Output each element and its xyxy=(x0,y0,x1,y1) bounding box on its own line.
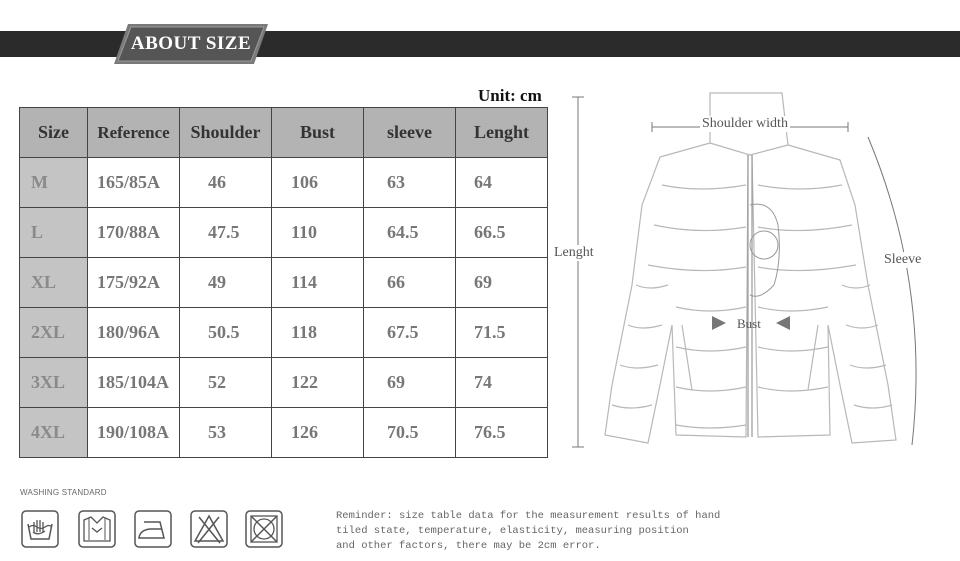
cell-length: 64 xyxy=(456,158,548,208)
cell-shoulder: 50.5 xyxy=(180,308,272,358)
cell-size: 3XL xyxy=(20,358,88,408)
table-row xyxy=(20,358,548,408)
header-size: Size xyxy=(20,108,88,158)
table-row xyxy=(20,258,548,308)
cell-reference: 165/85A xyxy=(88,158,180,208)
header-length: Lenght xyxy=(456,108,548,158)
reminder-text: Reminder: size table data for the measurement results of hand tiled state, temperature, elasticity, measuring position and other factors, there may be 2cm error. xyxy=(336,510,721,552)
hand-wash-icon xyxy=(21,510,59,548)
cell-shoulder: 52 xyxy=(180,358,272,408)
cell-sleeve: 67.5 xyxy=(364,308,456,358)
jacket-measurement-diagram xyxy=(550,85,960,465)
table-row xyxy=(20,208,548,258)
shoulder-width-label: Shoulder width xyxy=(702,116,788,131)
no-tumble-dry-icon xyxy=(245,510,283,548)
no-bleach-icon xyxy=(190,510,228,548)
table-row xyxy=(20,308,548,358)
bust-label: Bust xyxy=(737,316,761,331)
cell-sleeve: 64.5 xyxy=(364,208,456,258)
cell-bust: 114 xyxy=(272,258,364,308)
cell-sleeve: 63 xyxy=(364,158,456,208)
cell-size: XL xyxy=(20,258,88,308)
hang-dry-icon xyxy=(78,510,116,548)
header-reference: Reference xyxy=(88,108,180,158)
cell-shoulder: 53 xyxy=(180,408,272,458)
cell-bust: 122 xyxy=(272,358,364,408)
cell-length: 76.5 xyxy=(456,408,548,458)
cell-reference: 175/92A xyxy=(88,258,180,308)
header-sleeve: sleeve xyxy=(364,108,456,158)
jacket-illustration xyxy=(550,85,960,465)
about-size-banner xyxy=(114,24,268,64)
cell-reference: 180/96A xyxy=(88,308,180,358)
banner-title: ABOUT SIZE xyxy=(130,33,252,54)
header-bust: Bust xyxy=(272,108,364,158)
table-row xyxy=(20,408,548,458)
cell-length: 66.5 xyxy=(456,208,548,258)
header-shoulder: Shoulder xyxy=(180,108,272,158)
unit-label: Unit: cm xyxy=(478,86,542,105)
cell-size: 2XL xyxy=(20,308,88,358)
cell-bust: 126 xyxy=(272,408,364,458)
cell-bust: 118 xyxy=(272,308,364,358)
cell-sleeve: 66 xyxy=(364,258,456,308)
cell-sleeve: 70.5 xyxy=(364,408,456,458)
table-row xyxy=(20,158,548,208)
cell-bust: 110 xyxy=(272,208,364,258)
cell-reference: 170/88A xyxy=(88,208,180,258)
cell-length: 71.5 xyxy=(456,308,548,358)
cell-size: M xyxy=(20,158,88,208)
washing-standard-title: WASHING STANDARD xyxy=(20,488,107,497)
iron-icon xyxy=(134,510,172,548)
cell-reference: 185/104A xyxy=(88,358,180,408)
table-header-row xyxy=(20,108,548,158)
cell-shoulder: 49 xyxy=(180,258,272,308)
cell-reference: 190/108A xyxy=(88,408,180,458)
cell-bust: 106 xyxy=(272,158,364,208)
cell-length: 74 xyxy=(456,358,548,408)
cell-size: L xyxy=(20,208,88,258)
cell-size: 4XL xyxy=(20,408,88,458)
cell-sleeve: 69 xyxy=(364,358,456,408)
cell-length: 69 xyxy=(456,258,548,308)
length-label: Lenght xyxy=(554,245,594,260)
size-table xyxy=(19,107,548,458)
sleeve-label: Sleeve xyxy=(884,252,922,267)
cell-shoulder: 46 xyxy=(180,158,272,208)
cell-shoulder: 47.5 xyxy=(180,208,272,258)
